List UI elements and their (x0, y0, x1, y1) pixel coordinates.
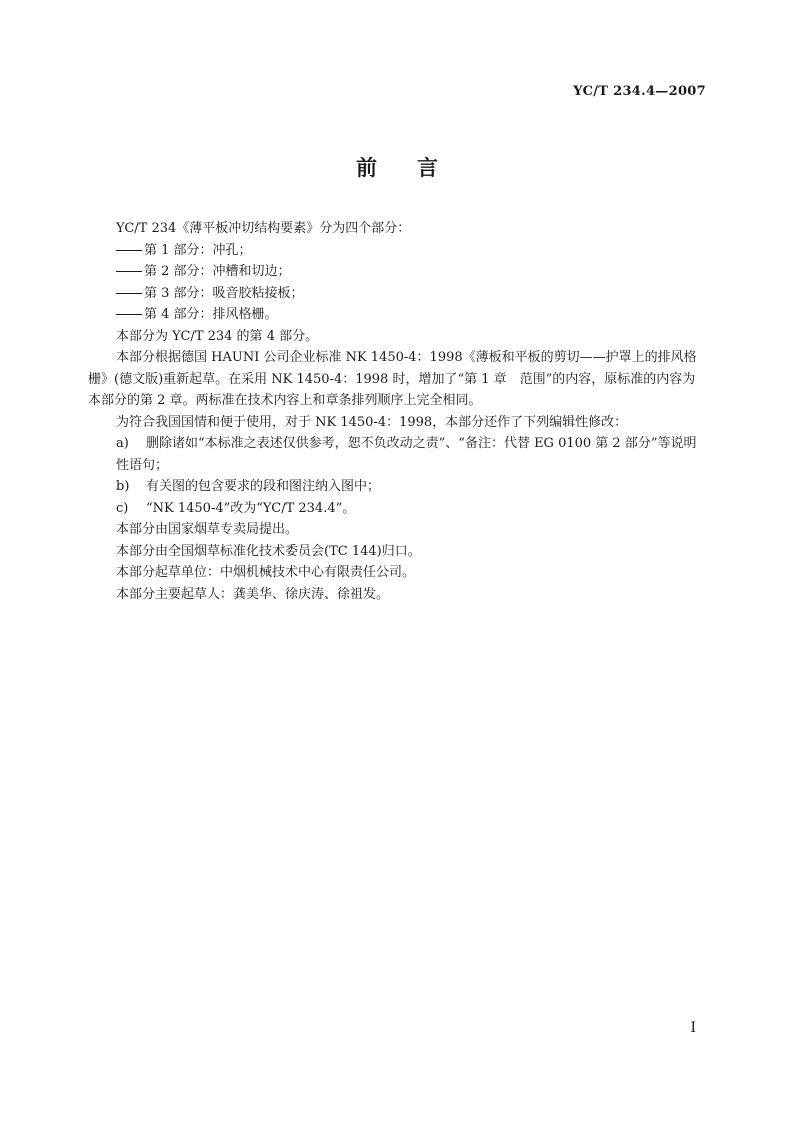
paragraph-origin-line-2: 栅》(德文版)重新起草。在采用 NK 1450-4：1998 时，增加了“第 1 章 范围”的内容，原标准的内容为 (88, 371, 696, 387)
paragraph-parts-intro: YC/T 234《薄平板冲切结构要素》分为四个部分： (116, 221, 411, 236)
standard-code: YC/T 234.4—2007 (573, 84, 706, 99)
foreword-body (88, 218, 706, 605)
dash-mark (116, 250, 142, 251)
modification-item: b) 有关图的包含要求的段和图注纳入图中； (116, 479, 381, 494)
paragraph-origin-line-1: 本部分根据德国 HAUNI 公司企业标准 NK 1450-4：1998《薄板和平板的剪切——护罩上的排风格 (116, 350, 697, 365)
dash-mark (116, 314, 142, 315)
part-item: 第 1 部分：冲孔； (88, 240, 706, 262)
modification-item: a) 删除诸如“本标准之表述仅供参考，恕不负改动之责”、“备注：代替 EG 0100 第 2 部分”等说明 (116, 436, 697, 451)
paragraph-proposed-by: 本部分由国家烟草专卖局提出。 (116, 522, 299, 537)
part-item: 第 4 部分：排风格栅。 (88, 304, 706, 326)
part-item: 第 3 部分：吸音胶粘接板； (88, 283, 706, 305)
modification-item-continuation: 性语句； (116, 457, 169, 473)
paragraph-main-drafters: 本部分主要起草人：龚美华、徐庆涛、徐祖发。 (116, 586, 390, 602)
part-item: 第 2 部分：冲槽和切边； (88, 261, 706, 283)
paragraph-drafting-unit: 本部分起草单位：中烟机械技术中心有限责任公司。 (116, 565, 416, 580)
paragraph-origin-line-3: 本部分的第 2 章。两标准在技术内容上和章条排列顺序上完全相同。 (88, 393, 482, 408)
dash-mark (116, 271, 142, 272)
paragraph-this-part: 本部分为 YC/T 234 的第 4 部分。 (116, 328, 319, 344)
page-number: I (690, 1020, 696, 1036)
title-char-1: 前 (356, 155, 377, 180)
page-title (0, 152, 794, 182)
modification-item: c) “NK 1450-4”改为“YC/T 234.4”。 (116, 500, 356, 516)
title-char-2: 言 (417, 155, 438, 180)
dash-mark (116, 293, 142, 294)
paragraph-under-jurisdiction: 本部分由全国烟草标准化技术委员会(TC 144)归口。 (116, 543, 421, 559)
paragraph-modifications-intro: 为符合我国国情和便于使用，对于 NK 1450-4：1998，本部分还作了下列编辑性修改： (116, 414, 628, 430)
